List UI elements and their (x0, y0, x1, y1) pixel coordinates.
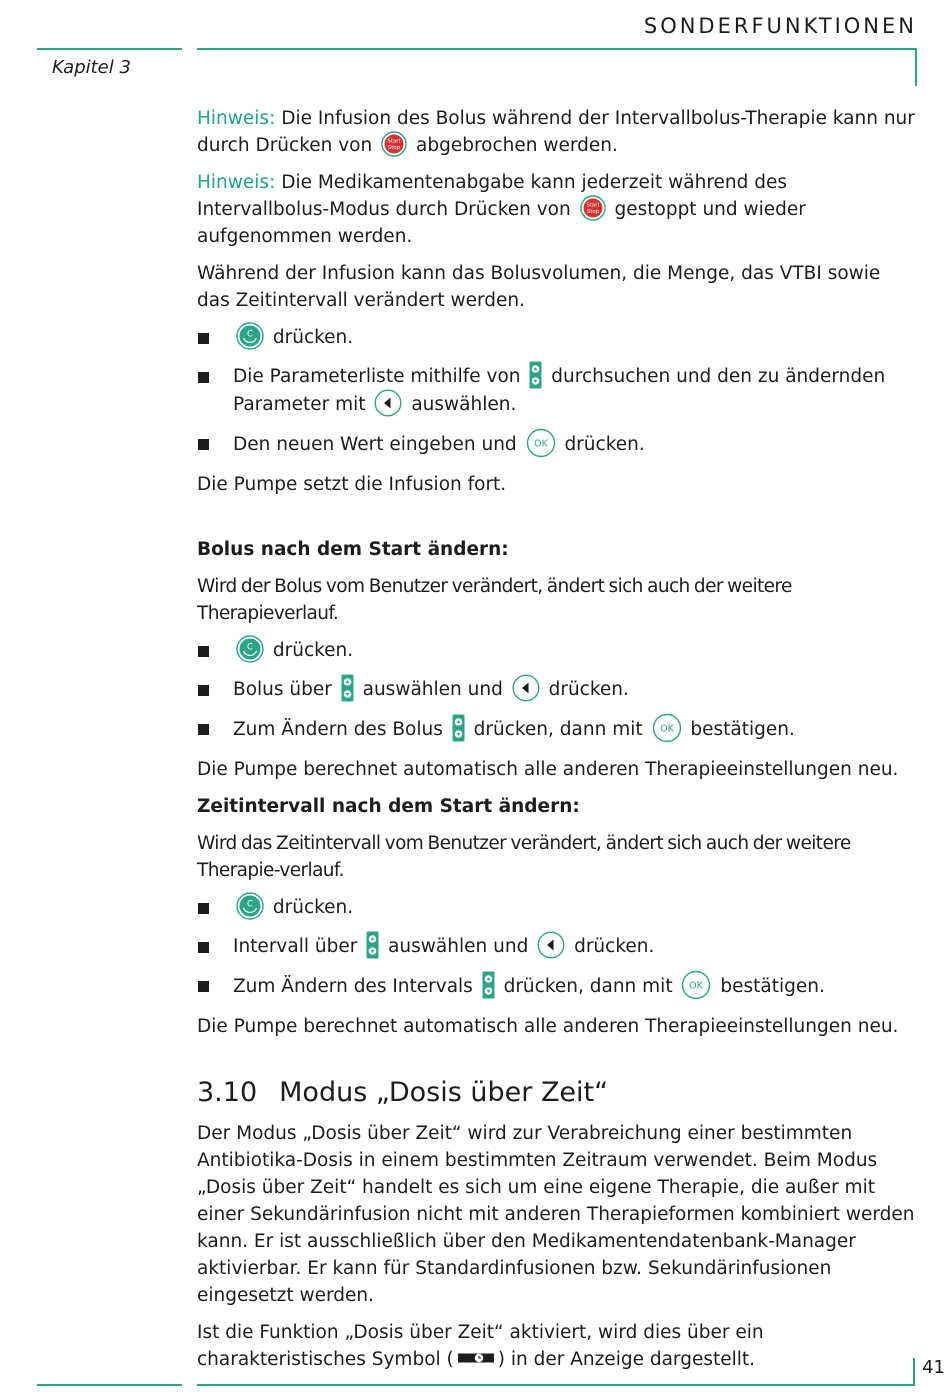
up-down-arrows-icon (341, 674, 354, 702)
paragraph: Während der Infusion kann das Bolusvolumen, die Menge, das VTBI sowie das Zeitintervall verändert werden. (197, 263, 881, 311)
up-down-arrows-icon (529, 361, 542, 389)
svg-text:OK: OK (689, 980, 704, 992)
svg-text:Stop: Stop (387, 145, 401, 151)
svg-text:C: C (247, 642, 253, 653)
up-down-arrows-icon (452, 714, 465, 742)
svg-text:OK: OK (533, 438, 548, 450)
list-item: C drücken. (197, 637, 915, 665)
list-item: Zum Ändern des Intervals drücken, dann mit OK bestätigen. (197, 972, 915, 1002)
footer-rule-left (37, 1384, 182, 1386)
left-arrow-icon (374, 389, 402, 417)
hint-2: Hinweis: Die Medikamentenabgabe kann jederzeit während des Intervallbolus-Modus durch Drücken von Start Stop gestoppt und wieder aufgenommen werden. (197, 172, 806, 247)
paragraph: Die Pumpe berechnet automatisch alle anderen Therapieeinstellungen neu. (197, 1016, 899, 1037)
header-rule-left (37, 48, 182, 50)
svg-text:C: C (247, 899, 253, 910)
up-down-arrows-icon (482, 971, 495, 999)
list-item: Die Parameterliste mithilfe von durchsuchen und den zu ändernden Parameter mit auswählen. (197, 363, 915, 419)
section-heading (197, 1076, 915, 1110)
left-arrow-icon (537, 931, 565, 959)
paragraph: Die Pumpe berechnet automatisch alle anderen Therapieeinstellungen neu. (197, 759, 899, 780)
up-down-arrows-icon (366, 931, 379, 959)
page-number: 41 (922, 1357, 945, 1378)
svg-text:Start: Start (586, 202, 600, 209)
ok-key-icon (652, 713, 682, 743)
section-title: Modus „Dosis über Zeit“ (279, 1077, 609, 1108)
section-number: 3.10 (197, 1077, 258, 1108)
list-item: C drücken. (197, 894, 915, 922)
hint-label: Hinweis: (197, 172, 276, 193)
paragraph: Wird der Bolus vom Benutzer verändert, ändert sich auch der weitere Therapieverlauf. (197, 576, 792, 624)
svg-text:Start: Start (387, 138, 401, 145)
paragraph: Wird das Zeitintervall vom Benutzer verändert, ändert sich auch der weitere Therapie-verlauf. (197, 833, 851, 881)
dose-over-time-icon (457, 1350, 495, 1366)
paragraph: Die Pumpe setzt die Infusion fort. (197, 474, 507, 495)
svg-text:Stop: Stop (586, 209, 599, 215)
paragraph: Der Modus „Dosis über Zeit“ wird zur Verabreichung einer bestimmten Antibiotika-Dosis in einem bestimmten Zeitraum verwendet. Beim Modus „Dosis über Zeit“ handelt es sich um eine eigene Therapie, die außer mit einer Sekundärinfusion nicht mit anderen Therapieformen kombiniert werden kann. Er ist ausschließlich über den Medikamentendatenbank-Manager aktivierbar. Er kann für Standardinfusionen bzw. Sekundärinfusionen eingesetzt werden. (197, 1123, 915, 1306)
subheading: Zeitintervall nach dem Start ändern: (197, 796, 580, 817)
start-stop-icon (580, 195, 606, 221)
ok-key-icon (526, 428, 556, 458)
paragraph: Ist die Funktion „Dosis über Zeit“ aktiviert, wird dies über ein charakteristisches Symbol ( ) in der Anzeige dargestellt. (197, 1322, 764, 1370)
page-content (197, 105, 915, 1383)
header-rule-tick (915, 48, 917, 86)
list-item: C drücken. (197, 324, 915, 352)
c-key-icon (236, 322, 264, 350)
svg-text:C: C (247, 329, 253, 340)
footer-rule-tick (913, 1358, 915, 1386)
left-arrow-icon (512, 674, 540, 702)
list-item: Zum Ändern des Bolus drücken, dann mit OK bestätigen. (197, 715, 915, 745)
hint-label: Hinweis: (197, 108, 276, 129)
start-stop-icon (381, 131, 407, 157)
hint-1: Hinweis: Die Infusion des Bolus während der Intervallbolus-Therapie kann nur durch Drücken von Start Stop abgebrochen werden. (197, 108, 915, 156)
list-item: Intervall über auswählen und drücken. (197, 933, 915, 961)
subheading: Bolus nach dem Start ändern: (197, 539, 509, 560)
header-section-title: SONDERFUNKTIONEN (643, 14, 917, 38)
c-key-icon (236, 635, 264, 663)
header-rule-right (197, 48, 917, 50)
footer-rule-right (197, 1384, 913, 1386)
chapter-label: Kapitel 3 (52, 57, 131, 78)
ok-key-icon (681, 970, 711, 1000)
svg-text:OK: OK (659, 723, 674, 735)
c-key-icon (236, 892, 264, 920)
list-item: Bolus über auswählen und drücken. (197, 676, 915, 704)
list-item: Den neuen Wert eingeben und OK drücken. (197, 430, 915, 460)
